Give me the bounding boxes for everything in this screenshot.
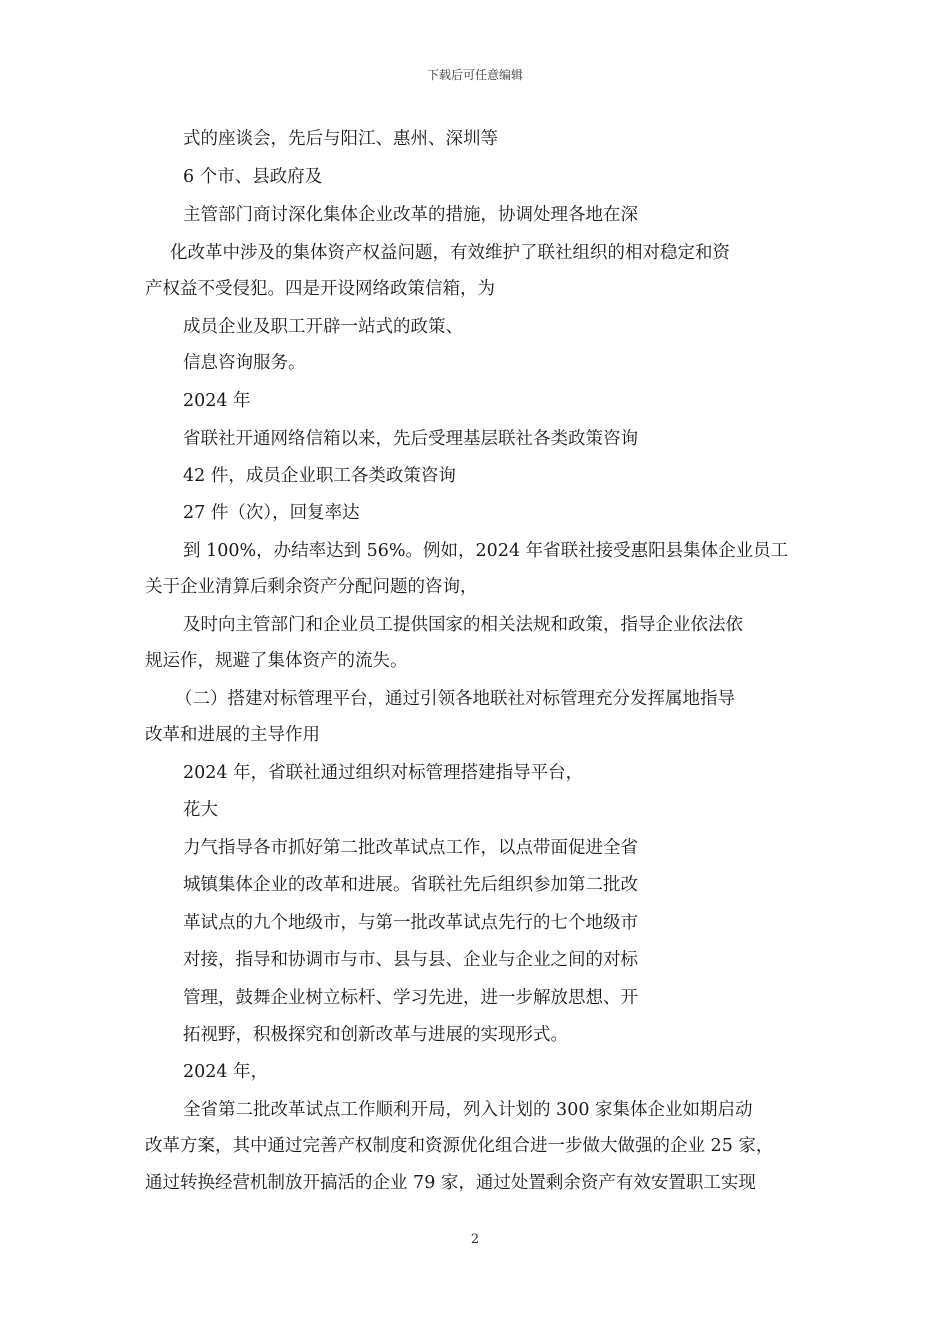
body-line: 改革方案，其中通过完善产权制度和资源优化组合进一步做大做强的企业 25 家， <box>145 1136 774 1156</box>
body-line: 管理，鼓舞企业树立标杆、学习先进，进一步解放思想、开 <box>183 988 638 1008</box>
body-line: 2024 年， <box>183 1062 269 1082</box>
body-line: 到 100%，办结率达到 56%。例如，2024 年省联社接受惠阳县集体企业员工 <box>183 541 789 561</box>
body-line: 化改革中涉及的集体资产权益问题，有效维护了联社组织的相对稳定和资 <box>170 243 730 263</box>
body-line: 式的座谈会，先后与阳江、惠州、深圳等 <box>183 129 498 149</box>
body-line: 规运作，规避了集体资产的流失。 <box>145 651 408 671</box>
body-line: 6 个市、县政府及 <box>183 167 323 187</box>
body-line: 产权益不受侵犯。四是开设网络政策信箱，为 <box>145 279 495 299</box>
body-line: 关于企业清算后剩余资产分配问题的咨询， <box>145 577 478 597</box>
page-number: 2 <box>470 1232 480 1247</box>
body-line: 2024 年 <box>183 391 251 411</box>
body-line: 2024 年，省联社通过组织对标管理搭建指导平台， <box>183 763 584 783</box>
body-line: 革试点的九个地级市，与第一批改革试点先行的七个地级市 <box>183 913 638 933</box>
page-header: 下载后可任意编辑 <box>426 68 523 82</box>
body-line: 成员企业及职工开辟一站式的政策、 <box>183 317 463 337</box>
body-line: 城镇集体企业的改革和进展。省联社先后组织参加第二批改 <box>183 875 638 895</box>
body-line: 信息咨询服务。 <box>183 353 306 373</box>
body-line: 花大 <box>183 800 218 820</box>
section-heading: 改革和进展的主导作用 <box>145 725 320 745</box>
body-line: 省联社开通网络信箱以来，先后受理基层联社各类政策咨询 <box>183 429 638 449</box>
body-line: 对接，指导和协调市与市、县与县、企业与企业之间的对标 <box>183 950 638 970</box>
body-line: 42 件，成员企业职工各类政策咨询 <box>183 466 456 486</box>
body-line: 力气指导各市抓好第二批改革试点工作，以点带面促进全省 <box>183 838 638 858</box>
body-line: 及时向主管部门和企业员工提供国家的相关法规和政策，指导企业依法依 <box>183 615 743 635</box>
body-line: 27 件（次），回复率达 <box>183 503 360 523</box>
body-line: 拓视野，积极探究和创新改革与进展的实现形式。 <box>183 1025 568 1045</box>
body-line: 通过转换经营机制放开搞活的企业 79 家，通过处置剩余资产有效安置职工实现 <box>145 1173 756 1193</box>
body-line: 主管部门商讨深化集体企业改革的措施，协调处理各地在深 <box>183 205 638 225</box>
section-heading: （二）搭建对标管理平台，通过引领各地联社对标管理充分发挥属地指导 <box>175 689 735 709</box>
body-line: 全省第二批改革试点工作顺利开局，列入计划的 300 家集体企业如期启动 <box>183 1100 753 1120</box>
